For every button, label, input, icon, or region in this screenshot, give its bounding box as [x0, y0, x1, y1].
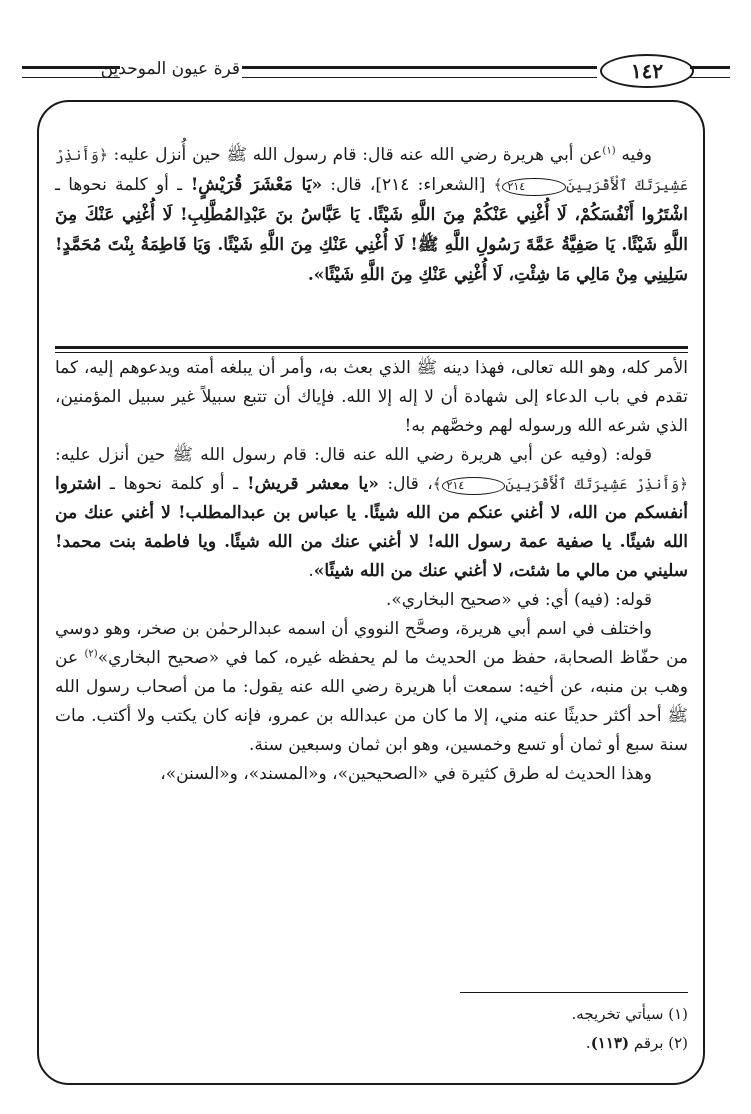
header-rule-middle	[242, 66, 597, 78]
running-title: قرة عيون الموحدين	[100, 59, 240, 79]
footnote-2	[68, 1029, 688, 1058]
footnote-marker-2: (٢)	[84, 648, 98, 660]
p2-quote-2: اشتروا أنفسكم من الله، لا أغني عنكم من الله شيئًا. يا عباس بن عبدالمطلب! لا أغني عنك من الله شيئًا. يا صفية عمة رسول الله! لا أغني عنك من الله شيئًا. ويا فاطمة بنت محمد! سليني من مالي ما شئت، لا أغني عنك من الله شيئًا»	[55, 474, 688, 581]
footnote-2-end: .	[585, 1034, 591, 1052]
hadith-intro-cont: عن أبي هريرة رضي الله عنه قال: قام رسول الله ﷺ حين أُنزل عليه:	[107, 145, 603, 165]
page-number: ١٤٢	[600, 54, 694, 88]
footnote-marker-1: (١)	[602, 145, 616, 157]
header-rule-right	[690, 66, 730, 78]
p2-ayah-number: ٢١٤	[442, 477, 506, 495]
p4-part-b: عن وهب بن منبه، عن أخيه: سمعت أبا هريرة رضي الله عنه يقول: ما من أصحاب رسول الله ﷺ أحد أكثر حديثًا عنه مني، إلا ما كان من عبدالله بن عمرو، فإنه كان يكتب ولا أكتب. مات سنة سبع أو ثمان أو تسع وخمسين، وهو ابن ثمان وسبعين سنة.	[55, 648, 688, 755]
hadith-block	[55, 140, 688, 290]
footnote-1: (١) سيأتي تخريجه.	[571, 1005, 688, 1023]
paragraph-2	[55, 441, 688, 586]
hadith-intro: وفيه	[615, 145, 652, 165]
section-divider	[55, 346, 688, 353]
ayah-number: ٢١٤	[502, 178, 566, 196]
p2-said: ، قال:	[378, 474, 433, 494]
paragraph-3: قوله: (فيه) أي: في «صحيح البخاري».	[385, 590, 652, 610]
page-header	[22, 54, 730, 90]
p2-quran-verse: ﴿وَأَنذِرْ عَشِيرَتَكَ ٱلْأَقْرَبِينَ	[505, 475, 688, 493]
paragraph-4	[55, 615, 688, 760]
hadith-quote-1: «يَا مَعْشَرَ قُرَيْشٍ!	[182, 175, 323, 195]
quran-verse: ﴿وَأَنذِرْ عَشِيرَتَكَ ٱلْأَقْرَبِينَ	[55, 146, 688, 194]
p2-end: .	[308, 561, 314, 581]
p2-quote-1: «يا معشر قريش!	[238, 474, 379, 494]
p4-part-a: واختلف في اسم أبي هريرة، وصحَّح النووي أن اسمه عبدالرحمٰن بن صخر، وهو دوسي من حفّاظ الصحابة، حفظ من الحديث ما لم يحفظه غيره، كما في «صحيح البخاري»	[55, 619, 688, 668]
footnote-separator	[460, 992, 688, 993]
commentary-body	[55, 354, 688, 789]
quran-verse-close: ﴾	[493, 176, 503, 194]
hadith-aside: ـ أو كلمة نحوها ـ	[55, 175, 183, 195]
paragraph-1: الأمر كله، وهو الله تعالى، فهذا دينه ﷺ الذي بعث به، وأمر أن يبلغه أمته ويدعوهم إليه، كما تقدم في باب الدعاء إلى شهادة أن لا إله إلا الله. فإياك أن تتبع سبيلاً غير سبيل المؤمنين، الذي شرعه الله ورسوله لهم وخصَّهم به!	[55, 358, 688, 436]
footnote-2-label: (٢) برقم	[629, 1034, 688, 1052]
verse-reference: [الشعراء: ٢١٤]، قال:	[322, 175, 494, 195]
hadith-quote-2: اشْتَرُوا أَنْفُسَكُمْ، لَا أُغْنِي عَنْكُمْ مِنَ اللَّهِ شَيْئًا. يَا عَبَّاسُ بنَ عَبْدِالمُطَّلِبِ! لَا أُغْنِي عَنْكَ مِنَ اللَّهِ شَيْئًا. يَا صَفِيَّةُ عَمَّةَ رَسُولِ اللَّهِ ﷺ! لَا أُغْنِي عَنْكِ مِنَ اللَّهِ شَيْئًا. وَيَا فَاطِمَةُ بِنْتَ مُحَمَّدٍ! سَلِينِي مِنْ مَالِي مَا شِئْتِ، لَا أُغْنِي عَنْكِ مِنَ اللَّهِ شَيْئًا».	[55, 205, 688, 285]
hadith-paragraph	[55, 140, 688, 290]
p2-intro: قوله: (وفيه عن أبي هريرة رضي الله عنه قال: قام رسول الله ﷺ حين أنزل عليه:	[55, 445, 652, 465]
footnotes	[68, 1000, 688, 1058]
p2-quran-close: ﴾	[432, 475, 442, 493]
paragraph-5: وهذا الحديث له طرق كثيرة في «الصحيحين»، و«المسند»، و«السنن»،	[160, 764, 652, 784]
footnote-2-number: (١١٣)	[590, 1034, 630, 1052]
p2-aside: ـ أو كلمة نحوها ـ	[101, 474, 239, 494]
